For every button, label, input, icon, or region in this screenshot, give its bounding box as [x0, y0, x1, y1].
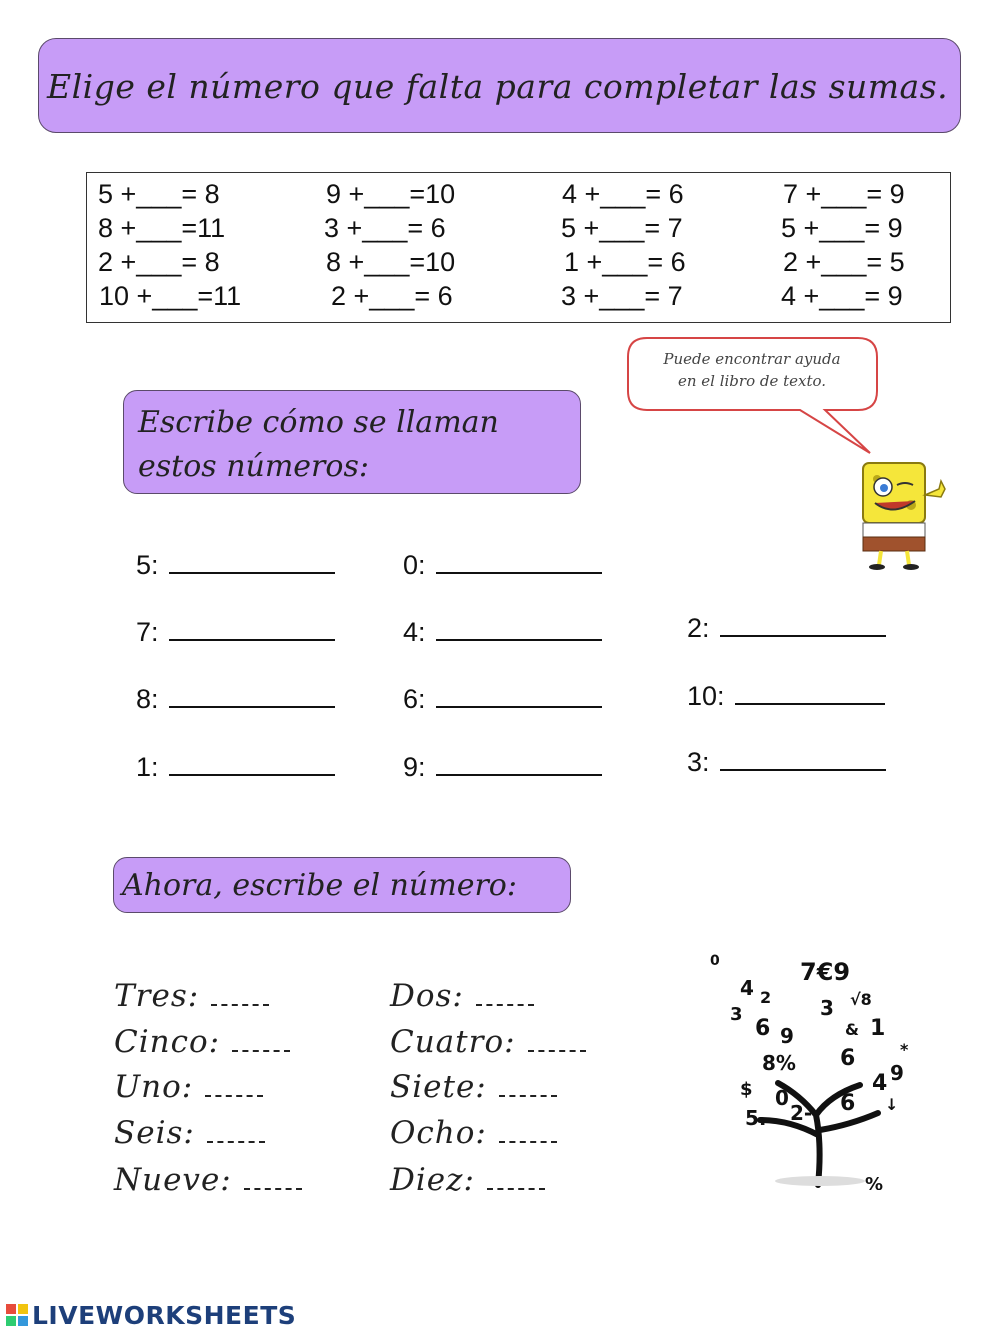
word-number-item [390, 1115, 557, 1151]
answer-blank[interactable] [211, 984, 269, 1006]
number-name-item [687, 679, 885, 712]
number-name-item [136, 615, 335, 648]
sum-item: 9 +___=10 [326, 179, 456, 209]
answer-line[interactable] [436, 682, 602, 708]
word-label: Dos: [390, 978, 464, 1014]
number-label: 9: [403, 752, 426, 782]
number-label: 10: [687, 681, 725, 711]
word-label: Tres: [114, 978, 200, 1014]
sum-item: 4 +___= 6 [562, 179, 684, 209]
section1-title-banner [38, 38, 961, 133]
answer-line[interactable] [436, 750, 602, 776]
sum-item: 3 +___= 7 [561, 281, 683, 311]
number-tree-illustration [700, 945, 940, 1190]
number-label: 3: [687, 747, 710, 777]
sum-item: 8 +___=10 [326, 247, 456, 277]
svg-text:$: $ [740, 1079, 753, 1100]
answer-line[interactable] [169, 750, 335, 776]
sums-box [86, 172, 951, 323]
sum-item: 3 +___= 6 [324, 213, 446, 243]
number-label: 1: [136, 752, 159, 782]
word-label: Cuatro: [390, 1024, 516, 1060]
answer-line[interactable] [169, 615, 335, 641]
svg-text:*: * [900, 1040, 909, 1059]
answer-blank[interactable] [528, 1030, 586, 1052]
number-name-item [136, 750, 335, 783]
word-number-item [114, 978, 269, 1014]
svg-text:0: 0 [775, 1086, 789, 1110]
word-number-item [114, 1162, 302, 1198]
number-label: 7: [136, 617, 159, 647]
word-label: Uno: [114, 1069, 194, 1105]
svg-text:9: 9 [890, 1061, 904, 1085]
word-label: Diez: [390, 1162, 475, 1198]
number-name-item [403, 548, 602, 581]
sum-item: 5 +___= 8 [98, 179, 220, 209]
number-label: 2: [687, 613, 710, 643]
number-name-item [136, 682, 335, 715]
section2-title-line: Escribe cómo se llaman [138, 405, 499, 440]
word-label: Ocho: [390, 1115, 487, 1151]
svg-text:↓: ↓ [885, 1095, 899, 1114]
answer-line[interactable] [720, 611, 886, 637]
number-label: 6: [403, 684, 426, 714]
footer-brand [6, 1298, 296, 1332]
svg-text:0: 0 [710, 953, 720, 969]
word-label: Nueve: [114, 1162, 232, 1198]
section3-title-banner [113, 857, 571, 913]
answer-blank[interactable] [244, 1168, 302, 1190]
svg-text:6: 6 [755, 1016, 771, 1041]
word-number-item [114, 1024, 290, 1060]
section2-title-line: estos números: [138, 449, 369, 484]
sum-item: 5 +___= 7 [561, 213, 683, 243]
answer-blank[interactable] [476, 984, 534, 1006]
word-number-item [114, 1069, 263, 1105]
number-name-item [136, 548, 335, 581]
answer-line[interactable] [169, 548, 335, 574]
sum-item: 2 +___= 5 [783, 247, 905, 277]
svg-text:5.: 5. [745, 1106, 767, 1130]
answer-blank[interactable] [205, 1075, 263, 1097]
answer-blank[interactable] [499, 1121, 557, 1143]
number-label: 8: [136, 684, 159, 714]
hint-text [632, 348, 872, 392]
svg-text:6: 6 [840, 1046, 856, 1071]
number-label: 5: [136, 550, 159, 580]
sum-item: 1 +___= 6 [564, 247, 686, 277]
word-number-item [390, 1069, 557, 1105]
word-number-item [114, 1115, 265, 1151]
svg-text:2-: 2- [790, 1101, 813, 1125]
svg-text:2: 2 [760, 988, 772, 1007]
sum-item: 2 +___= 6 [331, 281, 453, 311]
number-label: 4: [403, 617, 426, 647]
section3-title: Ahora, escribe el número: [122, 868, 517, 903]
word-label: Seis: [114, 1115, 195, 1151]
liveworksheets-logo-icon [6, 1304, 28, 1326]
svg-text:4: 4 [872, 1071, 888, 1096]
sum-item: 2 +___= 8 [98, 247, 220, 277]
answer-line[interactable] [720, 745, 886, 771]
sponge-character-illustration [845, 455, 950, 570]
svg-text:3: 3 [820, 996, 834, 1020]
answer-line[interactable] [436, 615, 602, 641]
svg-text:√8: √8 [850, 990, 872, 1009]
number-name-item [687, 611, 886, 644]
svg-text:3: 3 [730, 1004, 743, 1025]
section2-title-banner [123, 390, 581, 494]
word-label: Siete: [390, 1069, 487, 1105]
sum-item: 7 +___= 9 [783, 179, 905, 209]
sum-item: 5 +___= 9 [781, 213, 903, 243]
number-label: 0: [403, 550, 426, 580]
svg-text:%: % [865, 1174, 884, 1190]
answer-line[interactable] [436, 548, 602, 574]
svg-text:7€9: 7€9 [800, 958, 851, 986]
answer-blank[interactable] [499, 1075, 557, 1097]
svg-text:1: 1 [870, 1016, 886, 1041]
svg-text:9: 9 [780, 1024, 794, 1048]
section1-title: Elige el número que falta para completar las sumas. [47, 67, 949, 106]
answer-blank[interactable] [487, 1168, 545, 1190]
answer-line[interactable] [735, 679, 885, 705]
svg-text:4: 4 [740, 976, 754, 1000]
svg-text:8%: 8% [762, 1051, 796, 1075]
number-name-item [403, 682, 602, 715]
footer-brand-text: LIVEWORKSHEETS [32, 1300, 297, 1330]
svg-text:6: 6 [840, 1091, 856, 1116]
hint-line: Puede encontrar ayuda [663, 350, 841, 368]
answer-blank[interactable] [207, 1121, 265, 1143]
hint-line: en el libro de texto. [677, 372, 827, 390]
answer-blank[interactable] [232, 1030, 290, 1052]
svg-text:&: & [845, 1020, 859, 1039]
answer-line[interactable] [169, 682, 335, 708]
sum-item: 10 +___=11 [99, 281, 242, 311]
number-name-item [687, 745, 886, 778]
word-number-item [390, 1162, 545, 1198]
word-number-item [390, 978, 534, 1014]
word-number-item [390, 1024, 586, 1060]
word-label: Cinco: [114, 1024, 221, 1060]
number-name-item [403, 615, 602, 648]
sum-item: 8 +___=11 [98, 213, 226, 243]
sum-item: 4 +___= 9 [781, 281, 903, 311]
number-name-item [403, 750, 602, 783]
